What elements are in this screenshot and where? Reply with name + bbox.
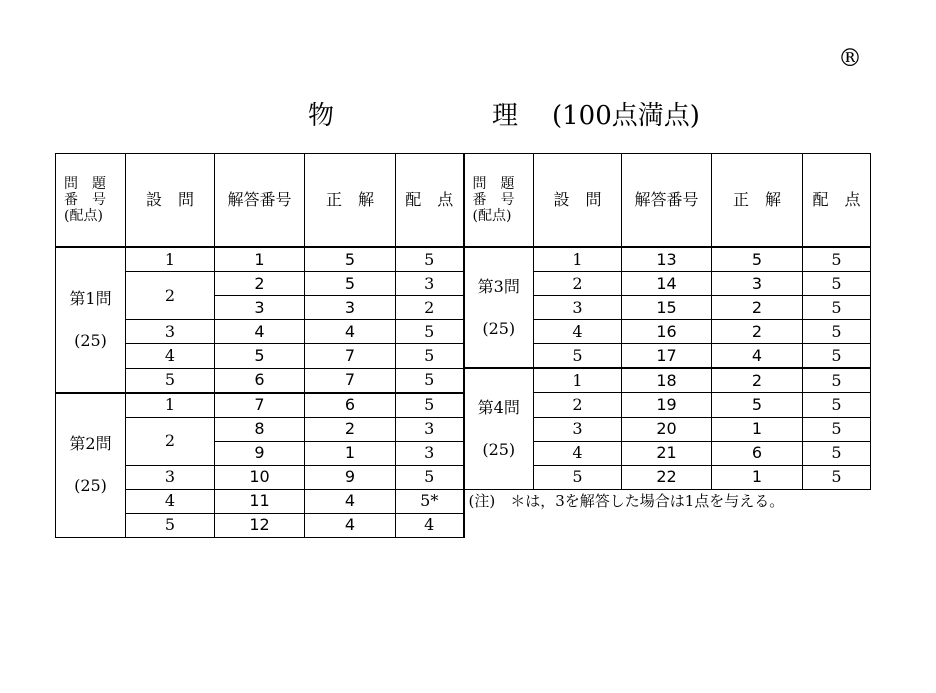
header-answer-number-right: 解答番号 [622, 154, 712, 248]
points-cell: 2 [396, 296, 464, 320]
table-row [56, 320, 871, 344]
header-correct-answer: 正 解 [305, 154, 396, 248]
points-cell: 3 [396, 272, 464, 296]
correct-answer-cell: 3 [305, 296, 396, 320]
answer-number-cell: 15 [622, 296, 712, 320]
sub-question-cell: 4 [534, 441, 622, 465]
sub-question-cell: 1 [534, 368, 622, 393]
correct-answer-cell: 5 [712, 393, 803, 418]
points-cell: 5 [396, 368, 464, 393]
answer-number-cell: 13 [622, 247, 712, 272]
points-cell: 5 [803, 247, 871, 272]
answer-number-cell: 18 [622, 368, 712, 393]
sub-question-cell: 2 [126, 272, 215, 320]
section-score: (25) [482, 318, 516, 338]
sub-question-cell: 3 [126, 320, 215, 344]
table-row [56, 247, 871, 272]
table-row [56, 344, 871, 369]
sub-question-cell: 2 [534, 393, 622, 418]
header-row [56, 154, 871, 248]
registered-mark: ® [838, 44, 862, 72]
header-question-number-right: 問 題 番 号 (配点) [464, 154, 534, 248]
answer-number-cell: 14 [622, 272, 712, 296]
correct-answer-cell: 4 [305, 489, 396, 513]
title-subject-2: 理 [492, 101, 519, 131]
sub-question-cell: 5 [534, 344, 622, 369]
correct-answer-cell: 2 [712, 368, 803, 393]
section-label: 第2問 [69, 434, 112, 453]
sub-question-cell: 5 [534, 465, 622, 489]
note-blank [464, 513, 871, 537]
answer-number-cell: 8 [215, 417, 305, 441]
table-row [56, 368, 871, 393]
table-row [56, 272, 871, 296]
title-subject-1: 物 [308, 101, 335, 131]
header-points-right: 配 点 [803, 154, 871, 248]
section-label: 第1問 [69, 288, 112, 308]
correct-answer-cell: 6 [305, 393, 396, 418]
points-cell: 5* [396, 489, 464, 513]
answer-number-cell: 9 [215, 441, 305, 465]
sub-question-cell: 1 [126, 247, 215, 272]
correct-answer-cell: 7 [305, 344, 396, 369]
answer-number-cell: 21 [622, 441, 712, 465]
correct-answer-cell: 4 [305, 320, 396, 344]
points-cell: 3 [396, 417, 464, 441]
table-row [56, 465, 871, 489]
answer-number-cell: 3 [215, 296, 305, 320]
section-label: 第4問 [477, 397, 520, 417]
answer-number-cell: 6 [215, 368, 305, 393]
answer-number-cell: 4 [215, 320, 305, 344]
section-q1 [56, 247, 126, 393]
points-cell: 5 [396, 320, 464, 344]
points-cell: 3 [396, 441, 464, 465]
table-row [56, 513, 871, 537]
header-sub-question: 設 問 [126, 154, 215, 248]
sub-question-cell: 2 [126, 417, 215, 465]
table-row [56, 417, 871, 441]
correct-answer-cell: 1 [712, 465, 803, 489]
points-cell: 5 [396, 465, 464, 489]
section-score: (25) [74, 330, 107, 350]
points-cell: 5 [803, 393, 871, 418]
points-cell: 5 [396, 344, 464, 369]
answer-number-cell: 17 [622, 344, 712, 369]
points-cell: 5 [803, 417, 871, 441]
table-row [56, 489, 871, 513]
table-row [56, 393, 871, 418]
answer-number-cell: 16 [622, 320, 712, 344]
answer-number-cell: 5 [215, 344, 305, 369]
points-cell: 5 [803, 320, 871, 344]
sub-question-cell: 3 [534, 296, 622, 320]
sub-question-cell: 1 [126, 393, 215, 418]
header-answer-number: 解答番号 [215, 154, 305, 248]
correct-answer-cell: 9 [305, 465, 396, 489]
header-sub-question-right: 設 問 [534, 154, 622, 248]
title-points: (100点満点) [552, 101, 700, 131]
sub-question-cell: 3 [534, 417, 622, 441]
correct-answer-cell: 2 [712, 296, 803, 320]
sub-question-cell: 5 [126, 513, 215, 537]
page-title [0, 96, 936, 136]
header-question-number: 問 題 番 号 (配点) [56, 154, 126, 248]
points-cell: 5 [396, 393, 464, 418]
answer-number-cell: 12 [215, 513, 305, 537]
section-q2 [56, 393, 126, 538]
correct-answer-cell: 5 [305, 272, 396, 296]
correct-answer-cell: 5 [712, 247, 803, 272]
points-cell: 5 [396, 247, 464, 272]
note-text: (注) ＊は，3を解答した場合は1点を与える。 [464, 489, 871, 513]
answer-number-cell: 1 [215, 247, 305, 272]
points-cell: 5 [803, 465, 871, 489]
answer-number-cell: 2 [215, 272, 305, 296]
answer-number-cell: 11 [215, 489, 305, 513]
answer-number-cell: 10 [215, 465, 305, 489]
header-correct-answer-right: 正 解 [712, 154, 803, 248]
section-label: 第3問 [477, 276, 520, 296]
correct-answer-cell: 6 [712, 441, 803, 465]
points-cell: 5 [803, 344, 871, 369]
sub-question-cell: 4 [126, 489, 215, 513]
points-cell: 5 [803, 272, 871, 296]
answer-table [55, 153, 871, 538]
correct-answer-cell: 4 [305, 513, 396, 537]
correct-answer-cell: 2 [712, 320, 803, 344]
sub-question-cell: 4 [126, 344, 215, 369]
sub-question-cell: 5 [126, 368, 215, 393]
correct-answer-cell: 3 [712, 272, 803, 296]
points-cell: 4 [396, 513, 464, 537]
section-score: (25) [74, 476, 107, 495]
sub-question-cell: 4 [534, 320, 622, 344]
correct-answer-cell: 1 [305, 441, 396, 465]
answer-number-cell: 22 [622, 465, 712, 489]
header-points: 配 点 [396, 154, 464, 248]
correct-answer-cell: 1 [712, 417, 803, 441]
section-q3 [464, 247, 534, 368]
answer-number-cell: 7 [215, 393, 305, 418]
correct-answer-cell: 4 [712, 344, 803, 369]
section-score: (25) [482, 439, 516, 459]
points-cell: 5 [803, 441, 871, 465]
answer-number-cell: 19 [622, 393, 712, 418]
points-cell: 5 [803, 296, 871, 320]
correct-answer-cell: 7 [305, 368, 396, 393]
correct-answer-cell: 5 [305, 247, 396, 272]
answer-number-cell: 20 [622, 417, 712, 441]
section-q4 [464, 368, 534, 489]
sub-question-cell: 2 [534, 272, 622, 296]
sub-question-cell: 1 [534, 247, 622, 272]
sub-question-cell: 3 [126, 465, 215, 489]
points-cell: 5 [803, 368, 871, 393]
correct-answer-cell: 2 [305, 417, 396, 441]
